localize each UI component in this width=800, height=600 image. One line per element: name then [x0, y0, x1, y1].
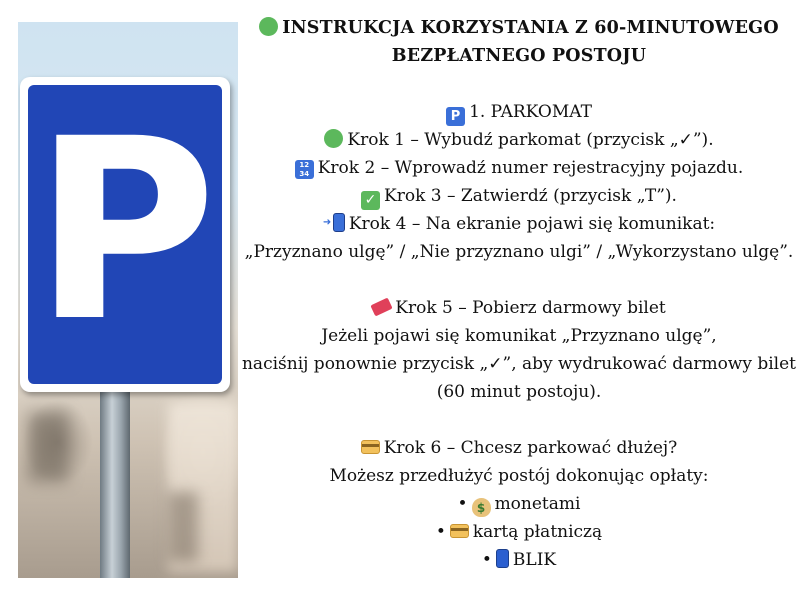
payment-option-text: BLIK	[512, 550, 557, 570]
mobile-phone-icon	[496, 549, 509, 568]
credit-card-icon	[361, 440, 380, 454]
step-5-line-3: (60 minut postoju).	[436, 382, 602, 402]
parking-sign	[20, 77, 230, 392]
parking-sign-photo	[18, 22, 238, 578]
bullet: •	[457, 494, 468, 514]
sign-pole	[100, 382, 130, 578]
section-parkomat	[238, 98, 800, 126]
bullet: •	[435, 522, 446, 542]
green-circle-icon	[324, 129, 343, 148]
payment-option-card	[238, 518, 800, 546]
step-4-text: Krok 4 – Na ekranie pojawi się komunikat:	[348, 214, 716, 234]
step-6	[238, 434, 800, 462]
credit-card-icon	[450, 524, 469, 538]
bullet: •	[481, 550, 492, 570]
instructions	[238, 14, 800, 574]
step-4	[238, 210, 800, 238]
payment-option-text: kartą płatniczą	[472, 522, 603, 542]
green-circle-icon	[259, 17, 278, 36]
step-5	[238, 294, 800, 322]
payment-option-blik	[238, 546, 800, 574]
check-mark-icon: ✓	[361, 191, 380, 210]
step-1-text: Krok 1 – Wybudź parkomat (przycisk „✓”).	[347, 130, 714, 150]
ticket-icon	[371, 298, 393, 317]
background-window	[168, 492, 198, 562]
payment-option-text: monetami	[494, 494, 581, 514]
phone-arrow-icon: ➜	[323, 213, 345, 232]
parking-icon: P	[446, 107, 465, 126]
section-parkomat-text: 1. PARKOMAT	[469, 102, 592, 122]
step-6-line-1: Możesz przedłużyć postój dokonując opłaty:	[329, 466, 709, 486]
parking-sign-panel	[28, 85, 222, 384]
step-3	[238, 182, 800, 210]
step-5-line-2: naciśnij ponownie przycisk „✓”, aby wydrukować darmowy bilet	[241, 354, 797, 374]
parking-sign-letter: P	[33, 85, 217, 376]
background-window	[28, 412, 68, 482]
step-6-text: Krok 6 – Chcesz parkować dłużej?	[383, 438, 678, 458]
payment-option-coins	[238, 490, 800, 518]
step-1	[238, 126, 800, 154]
number-keypad-icon: 12 34	[295, 160, 314, 179]
title-line-2: BEZPŁATNEGO POSTOJU	[391, 46, 647, 66]
money-bag-icon: $	[472, 498, 491, 517]
step-5-line-1: Jeżeli pojawi się komunikat „Przyznano ulgę”,	[321, 326, 717, 346]
step-4-messages: „Przyznano ulgę” / „Nie przyznano ulgi” / „Wykorzystano ulgę”.	[244, 242, 794, 262]
step-2-text: Krok 2 – Wprowadź numer rejestracyjny pojazdu.	[317, 158, 744, 178]
step-2	[238, 154, 800, 182]
title-line-1	[238, 14, 800, 42]
title-text-1: INSTRUKCJA KORZYSTANIA Z 60-MINUTOWEGO	[282, 18, 779, 38]
step-5-text: Krok 5 – Pobierz darmowy bilet	[395, 298, 666, 318]
step-3-text: Krok 3 – Zatwierdź (przycisk „T”).	[384, 186, 677, 206]
